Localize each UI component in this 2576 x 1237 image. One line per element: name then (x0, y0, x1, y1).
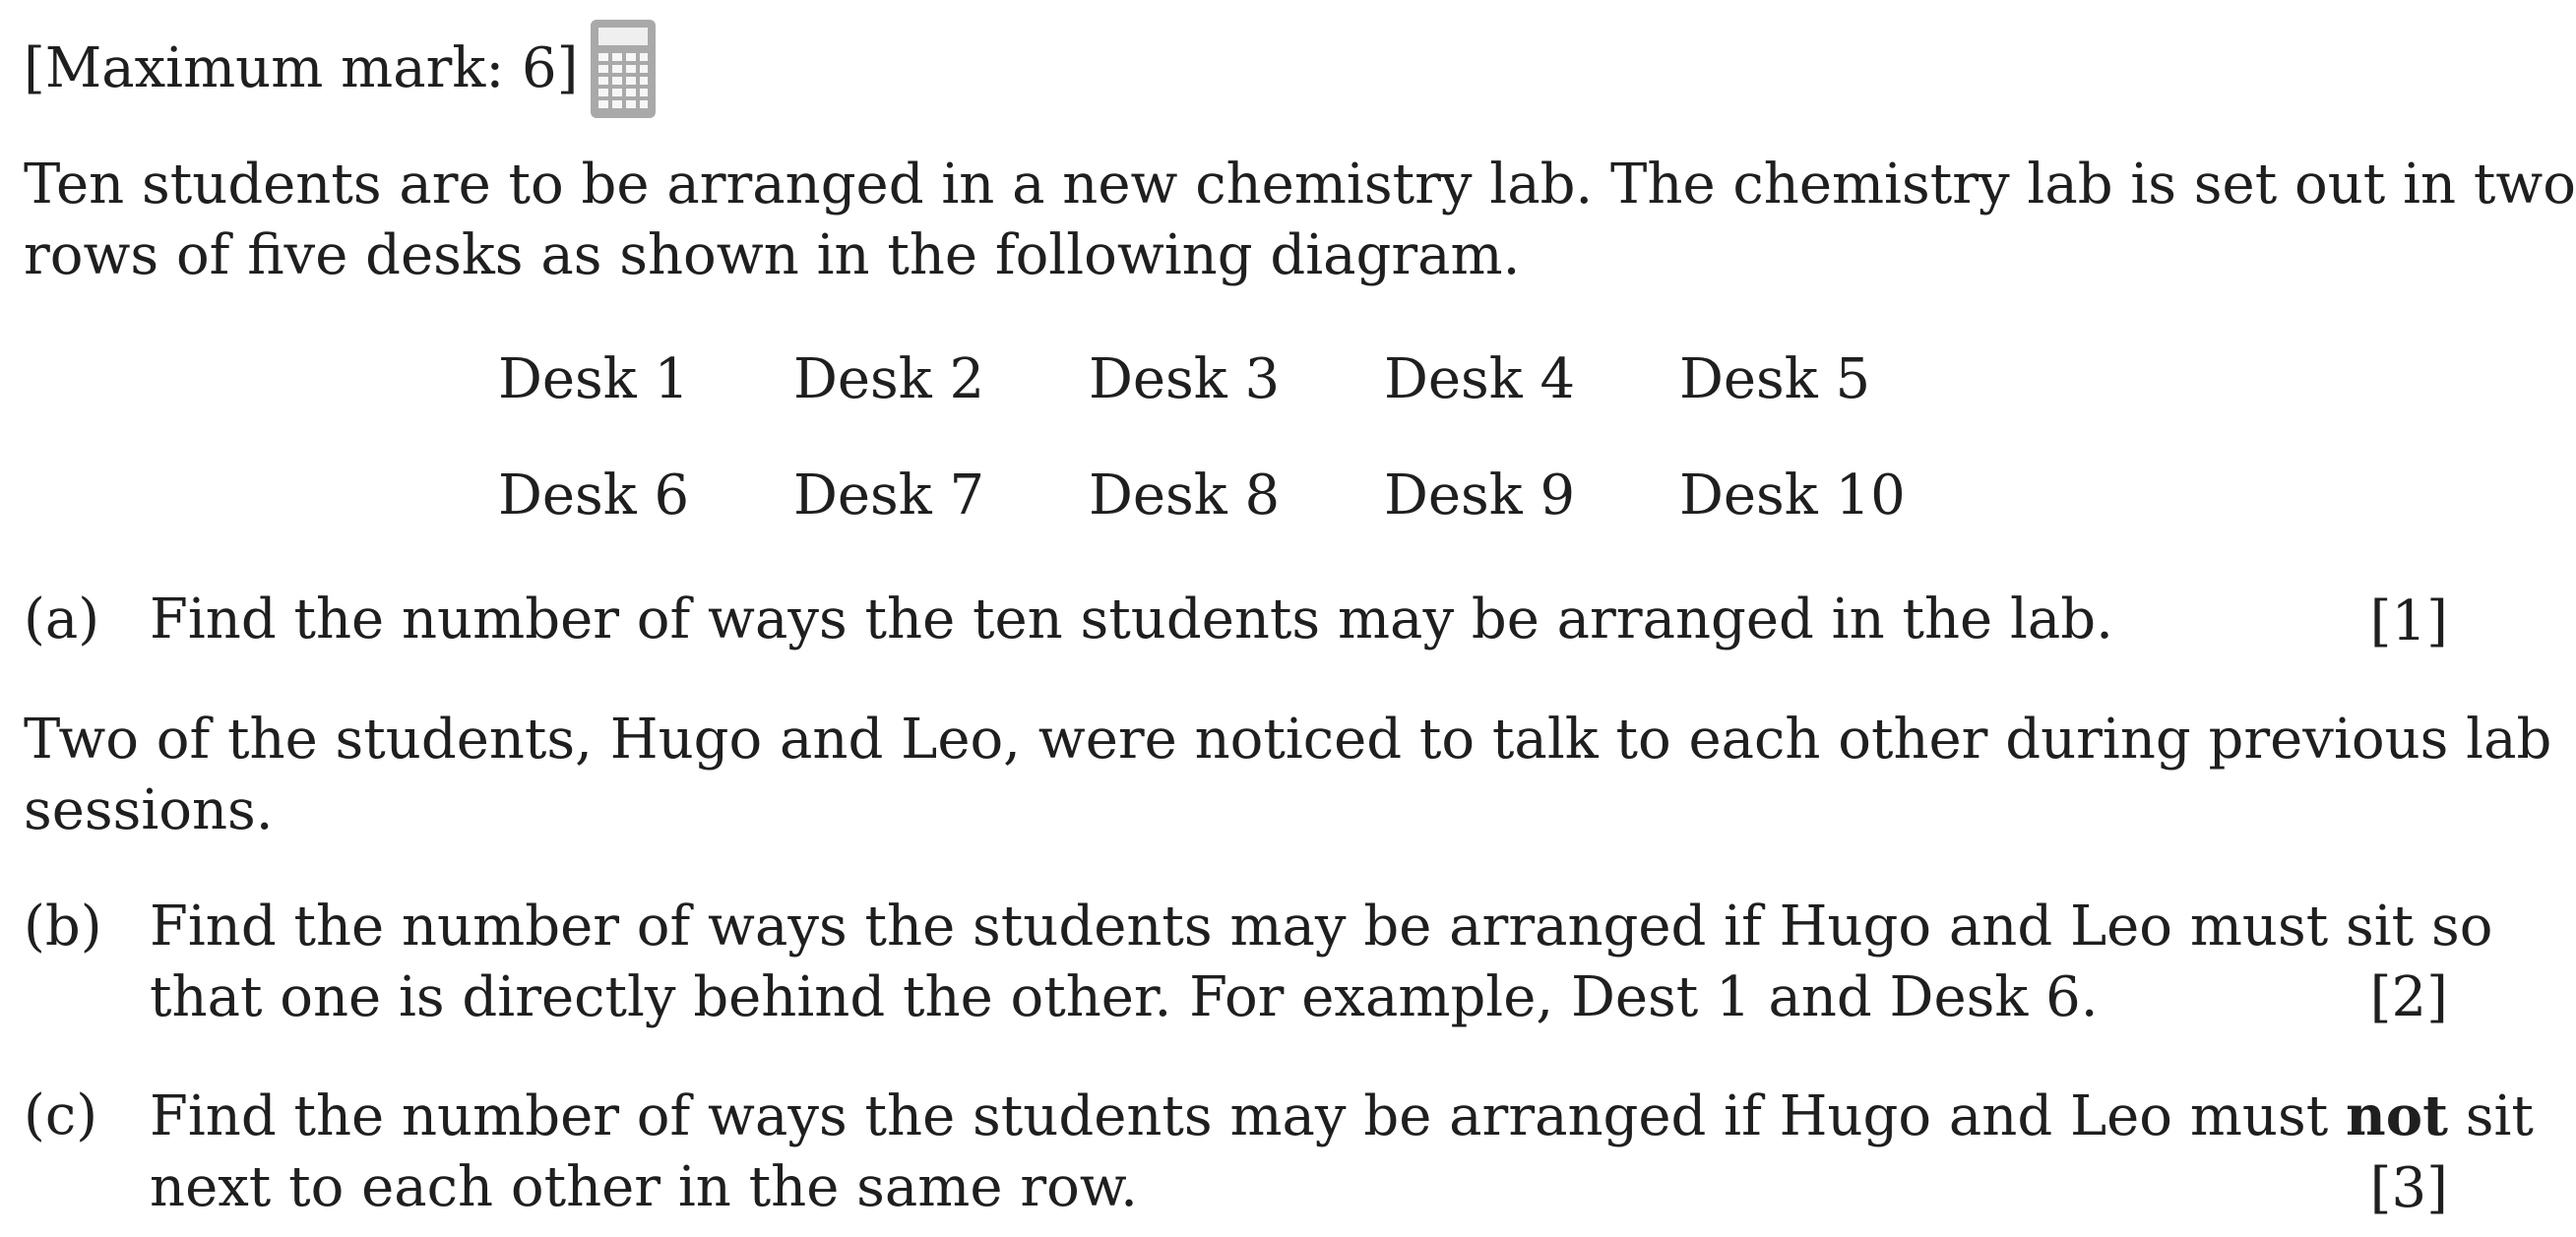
desk-4: Desk 4 (1384, 347, 1576, 411)
desk-3: Desk 3 (1089, 347, 1281, 411)
part-b-text (150, 892, 2492, 1033)
part-c-text (150, 1081, 2534, 1223)
desk-2: Desk 2 (793, 347, 985, 411)
context-line-1: Two of the students, Hugo and Leo, were noticed to talk to each other during previous lab (24, 708, 2552, 772)
intro-paragraph (24, 150, 2576, 291)
intro-line-2: rows of five desks as shown in the following diagram. (24, 223, 1521, 287)
part-c-line-1-start: Find the number of ways the students may be arranged if Hugo and Leo must (150, 1084, 2347, 1148)
desk-1: Desk 1 (498, 347, 690, 411)
part-c-line-1 (150, 1081, 2534, 1152)
part-a-label: (a) (24, 588, 100, 651)
desk-5: Desk 5 (1679, 347, 1871, 411)
part-a-mark: [1] (2369, 589, 2448, 653)
part-c-label: (c) (24, 1083, 98, 1147)
part-b-mark: [2] (2369, 965, 2448, 1029)
desk-10: Desk 10 (1679, 464, 1906, 527)
part-c-mark: [3] (2369, 1156, 2448, 1220)
part-a-text: Find the number of ways the ten students may be arranged in the lab. (150, 588, 2113, 651)
desk-9: Desk 9 (1384, 464, 1576, 527)
part-b-label: (b) (24, 895, 102, 959)
desk-7: Desk 7 (793, 464, 985, 527)
desk-6: Desk 6 (498, 464, 690, 527)
context-line-2: sessions. (24, 778, 274, 842)
part-b-line-1: Find the number of ways the students may be arranged if Hugo and Leo must sit so (150, 895, 2493, 959)
part-b-line-2: that one is directly behind the other. For example, Dest 1 and Desk 6. (150, 965, 2099, 1029)
part-c-line-2: next to each other in the same row. (150, 1155, 1138, 1219)
context-paragraph (24, 705, 2551, 846)
intro-line-1: Ten students are to be arranged in a new chemistry lab. The chemistry lab is set out in two (24, 153, 2576, 216)
part-c-line-1-end: sit (2447, 1084, 2534, 1148)
desk-8: Desk 8 (1089, 464, 1281, 527)
maximum-mark: [Maximum mark: 6] (24, 36, 579, 100)
calculator-icon (589, 18, 658, 120)
part-c-bold-not: not (2346, 1083, 2448, 1148)
